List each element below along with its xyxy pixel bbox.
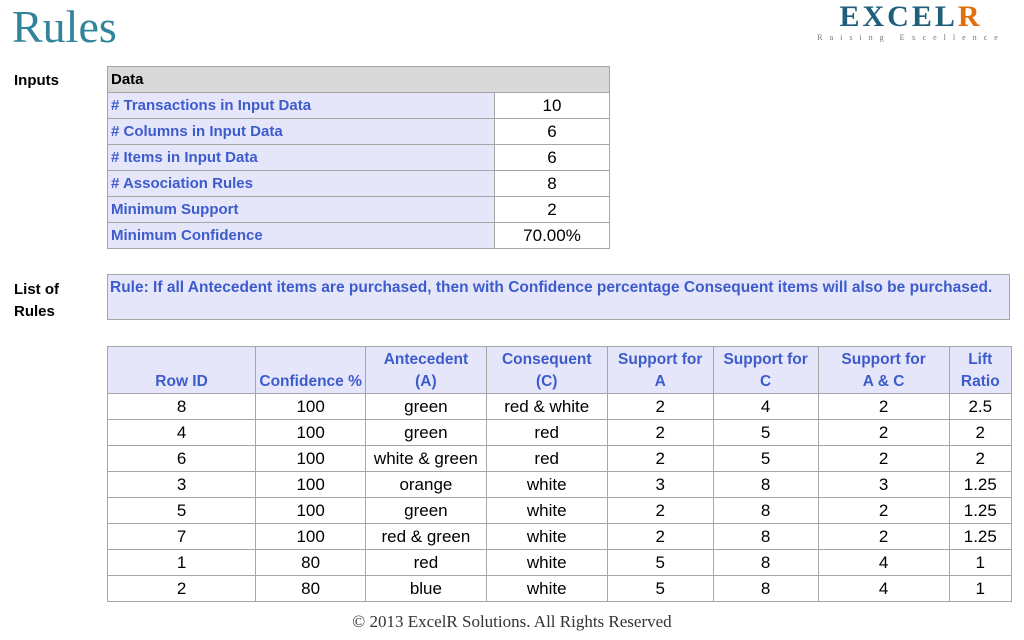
table-cell: 2 — [818, 524, 949, 550]
table-cell: 4 — [108, 420, 256, 446]
table-cell: 1.25 — [949, 498, 1011, 524]
table-cell: 8 — [713, 550, 818, 576]
table-cell: 2 — [607, 524, 713, 550]
table-cell: 2 — [949, 420, 1011, 446]
input-value: 10 — [495, 93, 610, 119]
table-cell: red — [366, 550, 486, 576]
table-cell: 7 — [108, 524, 256, 550]
table-row — [108, 145, 610, 171]
rules-header-row — [108, 347, 1012, 394]
table-cell: 5 — [713, 420, 818, 446]
table-cell: 1 — [108, 550, 256, 576]
table-cell: 3 — [607, 472, 713, 498]
table-cell: 8 — [108, 394, 256, 420]
table-cell: 1.25 — [949, 524, 1011, 550]
table-cell: 6 — [108, 446, 256, 472]
table-cell: 3 — [108, 472, 256, 498]
excelr-logo — [806, 2, 1016, 42]
footer-copyright: © 2013 ExcelR Solutions. All Rights Reserved — [352, 612, 672, 631]
table-cell: 8 — [713, 472, 818, 498]
table-cell: 100 — [256, 420, 366, 446]
table-cell: red & white — [486, 394, 607, 420]
rules-label-line2: Rules — [14, 303, 55, 320]
table-cell: white — [486, 576, 607, 602]
input-key: Minimum Confidence — [108, 223, 495, 249]
table-cell: 2 — [607, 446, 713, 472]
table-cell: 3 — [818, 472, 949, 498]
column-header: Lift Ratio — [949, 347, 1011, 394]
column-header: Support for C — [713, 347, 818, 394]
input-key: # Columns in Input Data — [108, 119, 495, 145]
inputs-table — [107, 66, 610, 249]
input-value: 8 — [495, 171, 610, 197]
table-cell: 2.5 — [949, 394, 1011, 420]
rules-body — [108, 394, 1012, 602]
table-cell: 2 — [949, 446, 1011, 472]
table-cell: 8 — [713, 576, 818, 602]
table-cell: blue — [366, 576, 486, 602]
table-cell: orange — [366, 472, 486, 498]
table-cell: 8 — [713, 498, 818, 524]
table-cell: white — [486, 524, 607, 550]
table-cell: 100 — [256, 446, 366, 472]
table-cell: green — [366, 498, 486, 524]
table-cell: 2 — [607, 498, 713, 524]
rule-description: Rule: If all Antecedent items are purchased, then with Confidence percentage Consequent items will also be purchased. — [107, 274, 1010, 320]
logo-main-accent: R — [957, 0, 983, 33]
table-cell: red — [486, 420, 607, 446]
table-cell: white — [486, 550, 607, 576]
logo-main-text: EXCEL — [839, 0, 958, 33]
table-cell: green — [366, 420, 486, 446]
table-row — [108, 472, 1012, 498]
table-cell: 100 — [256, 394, 366, 420]
table-cell: 80 — [256, 550, 366, 576]
table-row — [108, 498, 1012, 524]
input-value: 6 — [495, 145, 610, 171]
table-row — [108, 550, 1012, 576]
table-cell: 2 — [818, 394, 949, 420]
table-row — [108, 223, 610, 249]
table-row — [108, 197, 610, 223]
table-cell: 100 — [256, 524, 366, 550]
table-cell: 2 — [607, 420, 713, 446]
table-cell: white — [486, 498, 607, 524]
table-cell: 2 — [818, 446, 949, 472]
table-cell: 1 — [949, 550, 1011, 576]
table-row — [108, 524, 1012, 550]
column-header: Support for A & C — [818, 347, 949, 394]
table-row — [108, 576, 1012, 602]
input-key: # Association Rules — [108, 171, 495, 197]
table-cell: 1.25 — [949, 472, 1011, 498]
table-cell: white — [486, 472, 607, 498]
table-cell: 5 — [607, 576, 713, 602]
table-cell: green — [366, 394, 486, 420]
table-cell: red — [486, 446, 607, 472]
table-cell: 4 — [713, 394, 818, 420]
inputs-table-header: Data — [108, 67, 610, 93]
inputs-label: Inputs — [14, 72, 59, 89]
table-row — [108, 446, 1012, 472]
table-cell: 5 — [108, 498, 256, 524]
rules-table — [107, 346, 1012, 602]
column-header: Confidence % — [256, 347, 366, 394]
table-row — [108, 420, 1012, 446]
table-cell: white & green — [366, 446, 486, 472]
table-cell: 2 — [818, 498, 949, 524]
column-header: Consequent (C) — [486, 347, 607, 394]
table-cell: 2 — [108, 576, 256, 602]
logo-tagline: Raising Excellence — [817, 33, 1005, 42]
input-value: 2 — [495, 197, 610, 223]
table-cell: 2 — [818, 420, 949, 446]
table-cell: 4 — [818, 550, 949, 576]
table-cell: 5 — [713, 446, 818, 472]
input-key: Minimum Support — [108, 197, 495, 223]
table-row — [108, 93, 610, 119]
table-cell: 80 — [256, 576, 366, 602]
table-cell: 4 — [818, 576, 949, 602]
table-cell: 2 — [607, 394, 713, 420]
column-header: Support for A — [607, 347, 713, 394]
page-title: Rules — [12, 1, 117, 52]
column-header: Row ID — [108, 347, 256, 394]
rules-label-line1: List of — [14, 281, 59, 298]
table-row — [108, 119, 610, 145]
input-key: # Transactions in Input Data — [108, 93, 495, 119]
table-cell: 100 — [256, 472, 366, 498]
logo-wordmark — [806, 2, 1016, 32]
table-cell: 8 — [713, 524, 818, 550]
table-cell: red & green — [366, 524, 486, 550]
table-cell: 5 — [607, 550, 713, 576]
table-cell: 1 — [949, 576, 1011, 602]
table-row — [108, 394, 1012, 420]
table-cell: 100 — [256, 498, 366, 524]
column-header: Antecedent (A) — [366, 347, 486, 394]
rules-label — [14, 279, 59, 323]
input-key: # Items in Input Data — [108, 145, 495, 171]
table-row — [108, 171, 610, 197]
input-value: 70.00% — [495, 223, 610, 249]
input-value: 6 — [495, 119, 610, 145]
